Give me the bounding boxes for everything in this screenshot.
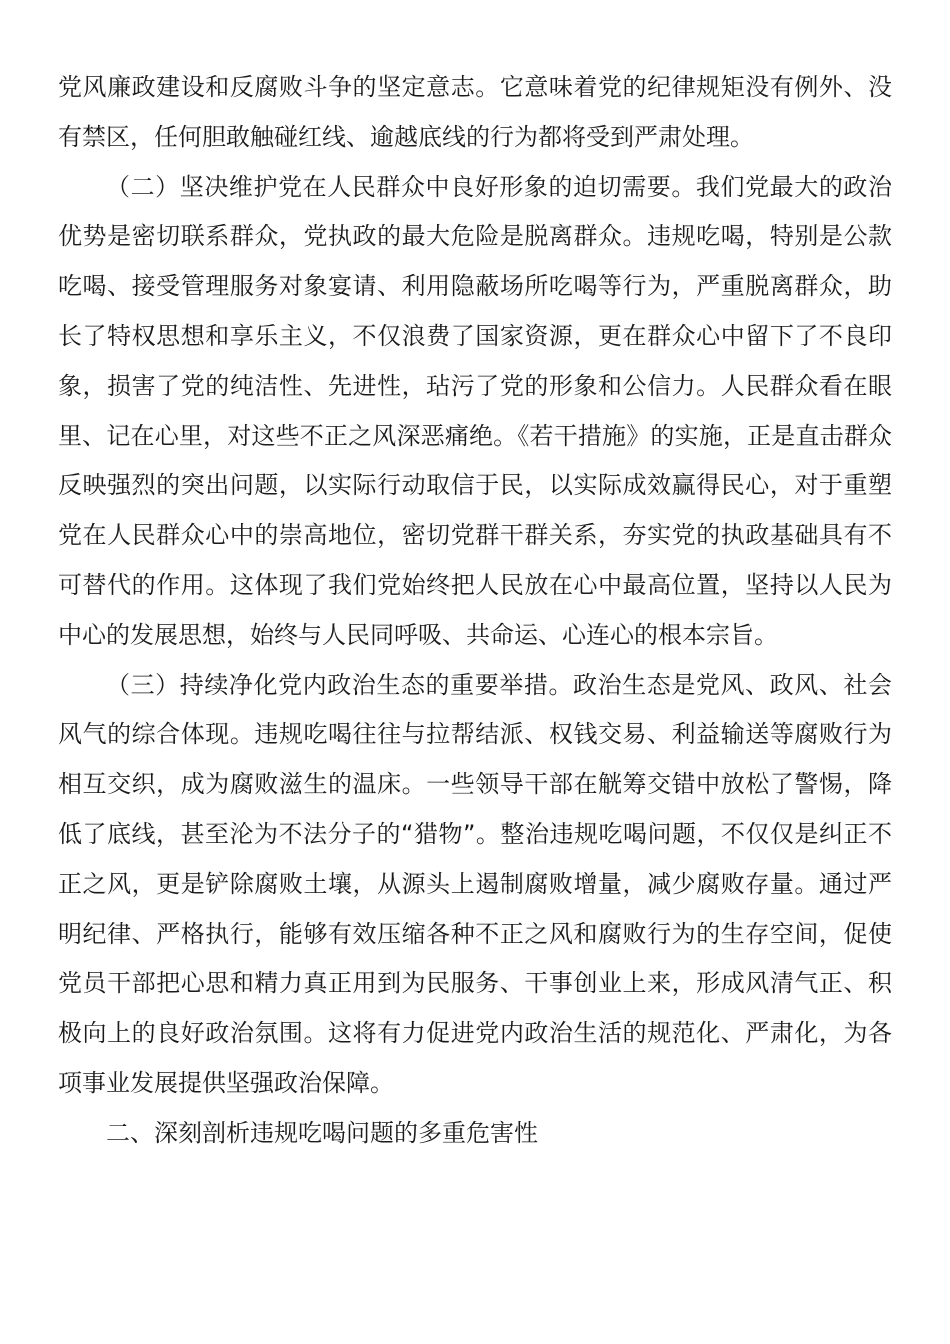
section-heading: 二、深刻剖析违规吃喝问题的多重危害性 xyxy=(106,1118,538,1147)
document-page xyxy=(58,63,892,1159)
paragraph-continuation: 党风廉政建设和反腐败斗争的坚定意志。它意味着党的纪律规矩没有例外、没有禁区，任何胆敢触碰红线、逾越底线的行为都将受到严肃处理。 xyxy=(58,73,892,151)
paragraph-section-2: （二）坚决维护党在人民群众中良好形象的迫切需要。我们党最大的政治优势是密切联系群众，党执政的最大危险是脱离群众。违规吃喝，特别是公款吃喝、接受管理服务对象宴请、利用隐蔽场所吃喝等行为，严重脱离群众，助长了特权思想和享乐主义，不仅浪费了国家资源，更在群众心中留下了不良印象，损害了党的纯洁性、先进性，玷污了党的形象和公信力。人民群众看在眼里、记在心里，对这些不正之风深恶痛绝。《若干措施》的实施，正是直击群众反映强烈的突出问题，以实际行动取信于民，以实际成效赢得民心，对于重塑党在人民群众心中的崇高地位，密切党群干群关系，夯实党的执政基础具有不可替代的作用。这体现了我们党始终把人民放在心中最高位置，坚持以人民为中心的发展思想，始终与人民同呼吸、共命运、心连心的根本宗旨。 xyxy=(58,172,892,649)
paragraph-section-3: （三）持续净化党内政治生态的重要举措。政治生态是党风、政风、社会风气的综合体现。违规吃喝往往与拉帮结派、权钱交易、利益输送等腐败行为相互交织，成为腐败滋生的温床。一些领导干部在觥筹交错中放松了警惕，降低了底线，甚至沦为不法分子的“猎物”。整治违规吃喝问题，不仅仅是纠正不正之风，更是铲除腐败土壤，从源头上遏制腐败增量，减少腐败存量。通过严明纪律、严格执行，能够有效压缩各种不正之风和腐败行为的生存空间，促使党员干部把心思和精力真正用到为民服务、干事创业上来，形成风清气正、积极向上的良好政治氛围。这将有力促进党内政治生活的规范化、严肃化，为各项事业发展提供坚强政治保障。 xyxy=(58,670,892,1097)
